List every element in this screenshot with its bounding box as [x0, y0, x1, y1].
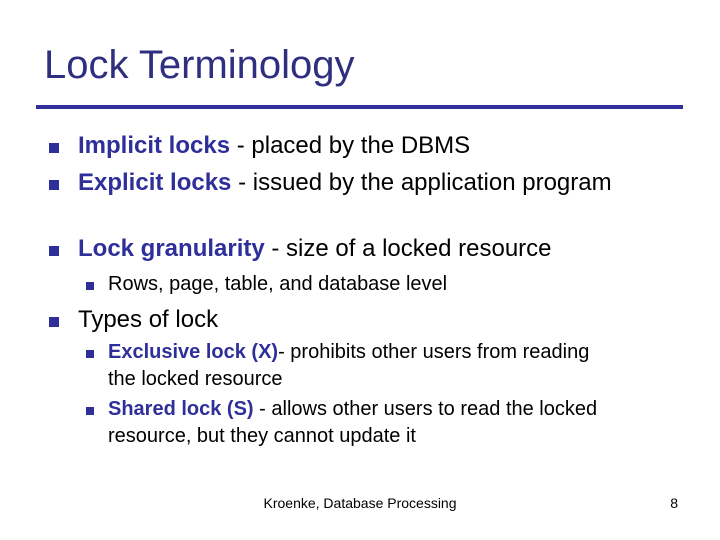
- sub-bullet-exclusive-lock: [86, 339, 646, 393]
- bullet-lock-granularity: [49, 234, 669, 263]
- bullet-keyword: Shared lock (S): [108, 398, 254, 420]
- bullet-text: Rows, page, table, and database level: [108, 273, 448, 295]
- square-bullet-icon: [49, 168, 65, 197]
- square-bullet-icon: [86, 396, 102, 423]
- sub-bullet-shared-lock: [86, 396, 646, 450]
- title-divider: [36, 105, 683, 109]
- bullet-keyword: Lock granularity: [78, 235, 265, 262]
- page-number: 8: [670, 495, 678, 511]
- bullet-keyword: Explicit locks: [78, 169, 232, 196]
- bullet-text: - size of a locked resource: [264, 235, 552, 262]
- slide-title: Lock Terminology: [44, 43, 355, 87]
- bullet-text: Types of lock: [78, 306, 219, 333]
- square-bullet-icon: [49, 305, 65, 334]
- bullet-text: - allows other users to read the locked resource, but they cannot update it: [108, 398, 598, 447]
- square-bullet-icon: [86, 271, 102, 298]
- bullet-text: - issued by the application program: [231, 169, 612, 196]
- bullet-explicit-locks: [49, 168, 669, 197]
- bullet-text: - placed by the DBMS: [230, 132, 471, 159]
- slide-footer: Kroenke, Database Processing: [263, 495, 457, 511]
- bullet-types-of-lock: [49, 305, 669, 334]
- bullet-implicit-locks: [49, 131, 669, 160]
- square-bullet-icon: [49, 234, 65, 263]
- bullet-keyword: Exclusive lock (X): [108, 341, 279, 363]
- square-bullet-icon: [49, 131, 65, 160]
- square-bullet-icon: [86, 339, 102, 366]
- bullet-text: - prohibits other users from reading the locked resource: [108, 341, 590, 390]
- bullet-keyword: Implicit locks: [78, 132, 231, 159]
- sub-bullet-granularity-levels: [86, 271, 646, 298]
